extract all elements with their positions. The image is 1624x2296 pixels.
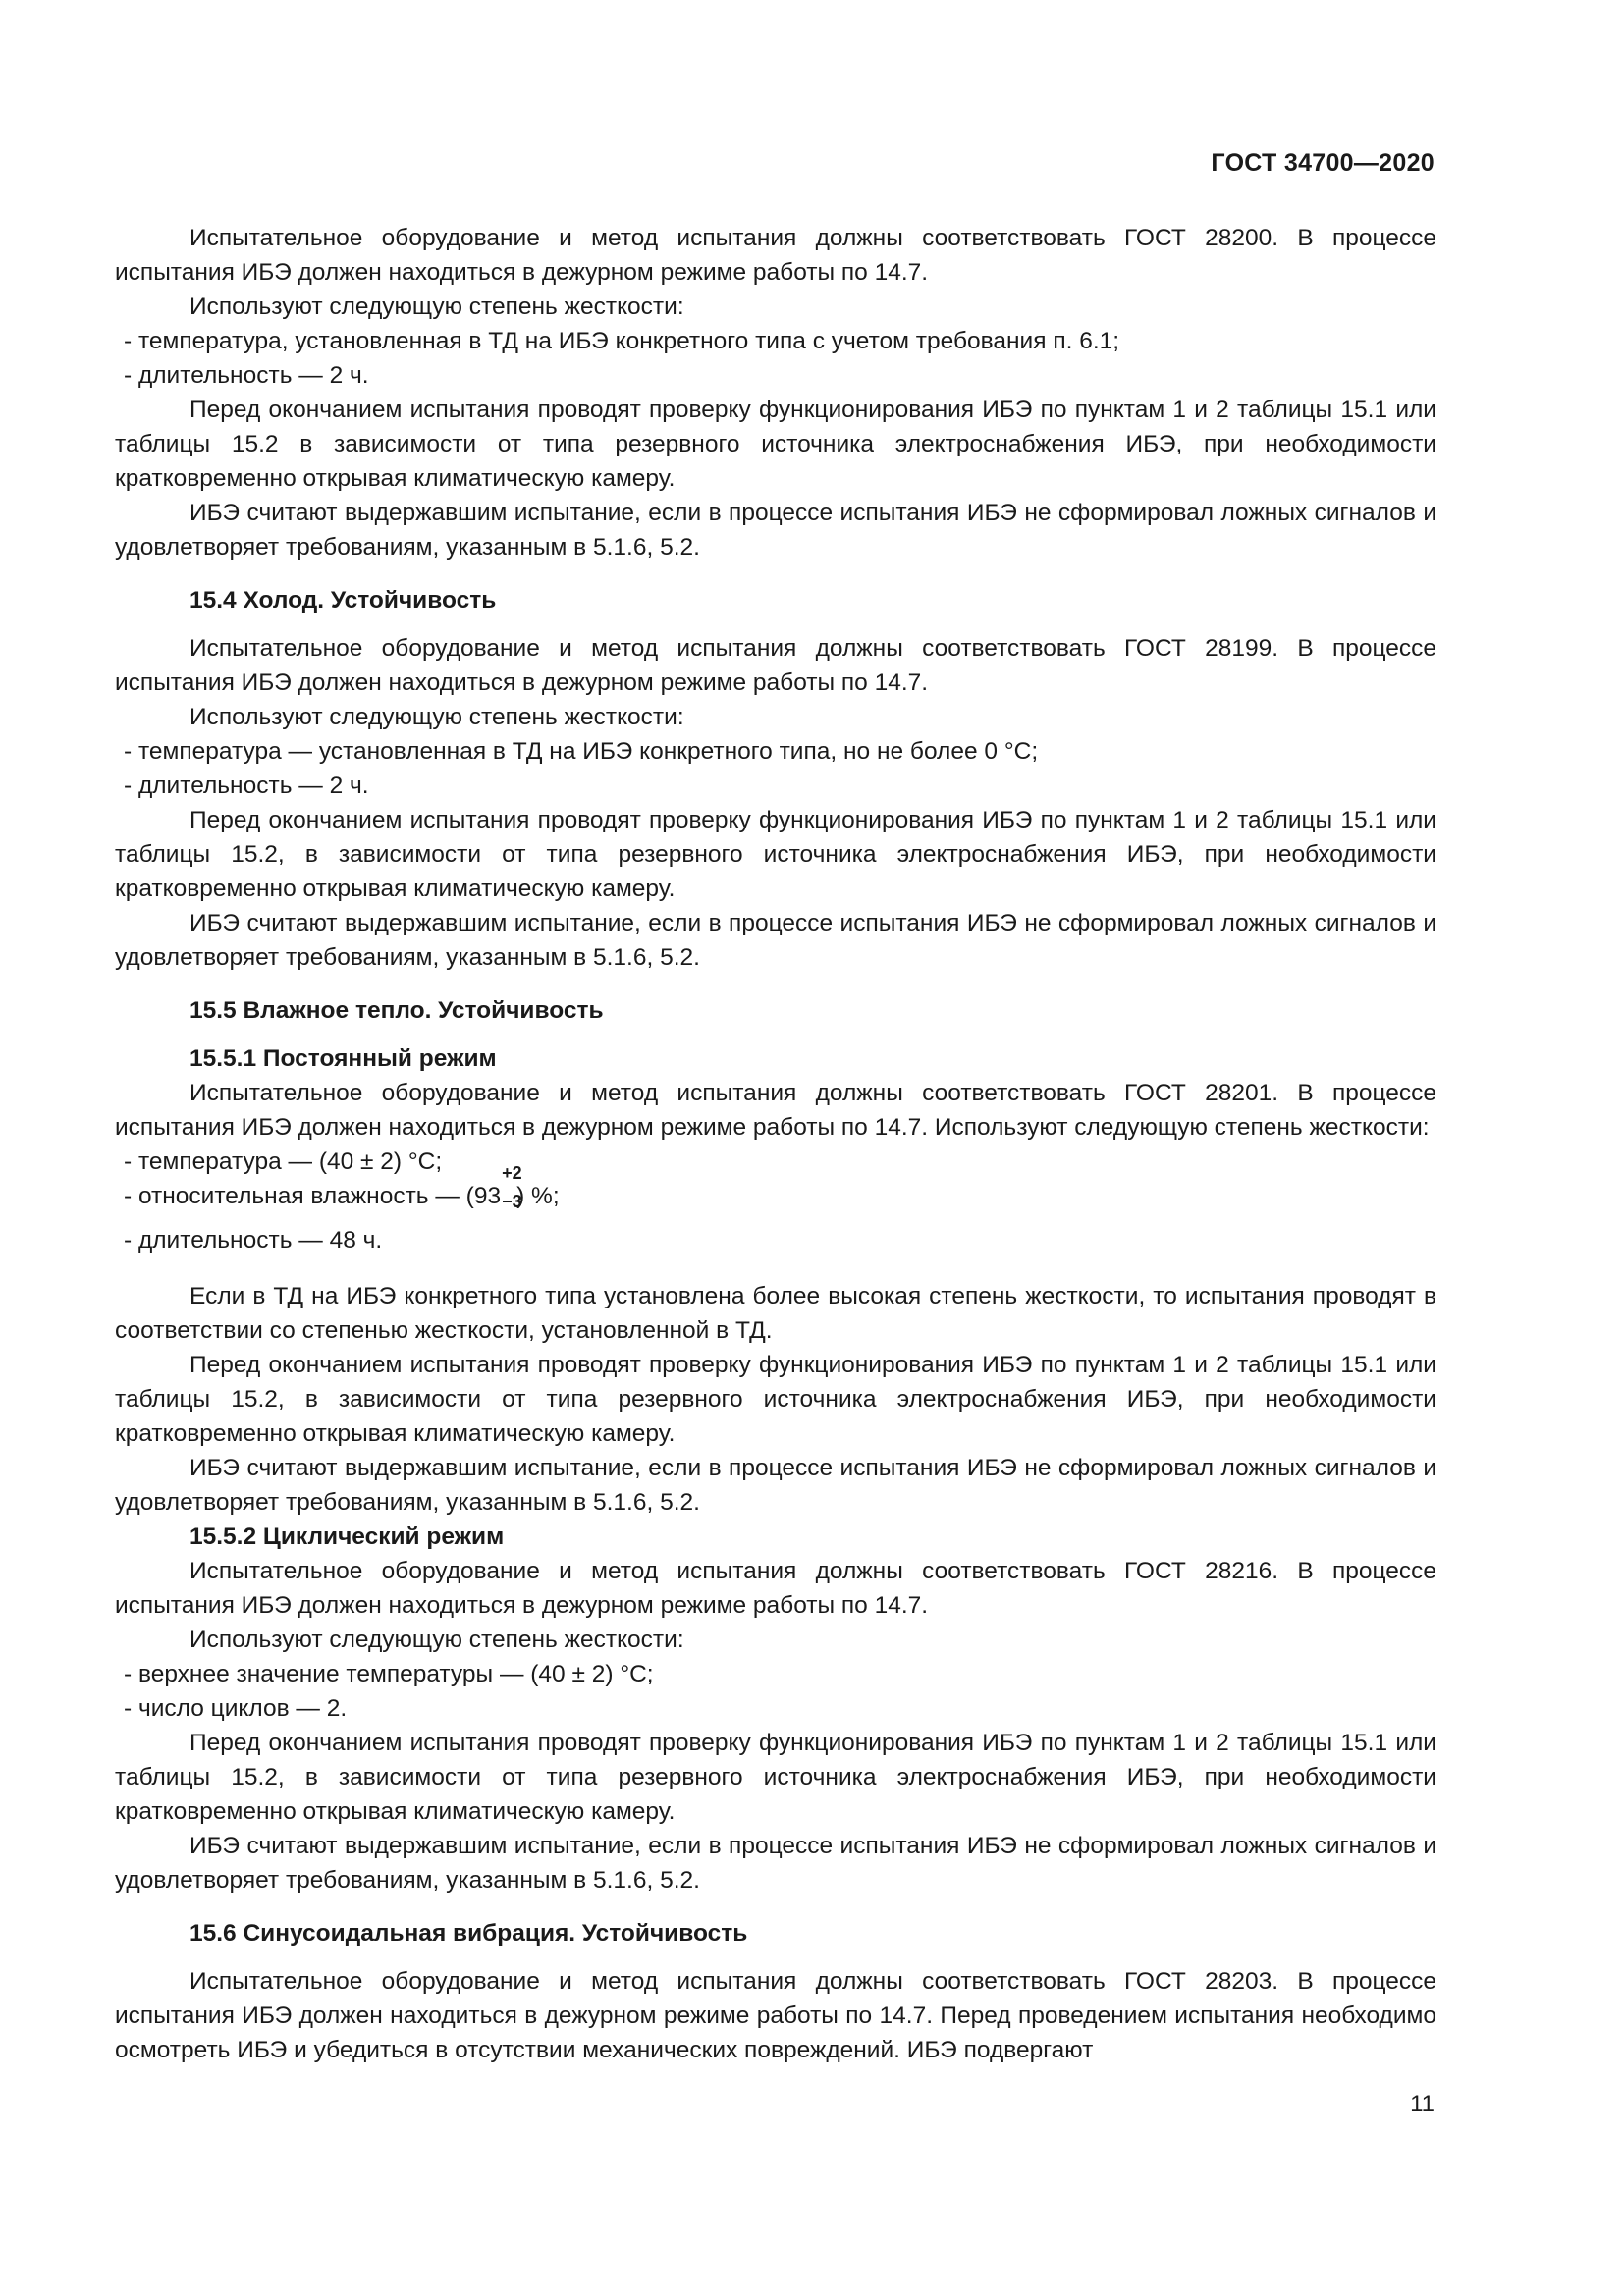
- subsection-heading-15-5-1: 15.5.1 Постоянный режим: [189, 1045, 497, 1072]
- paragraph: Используют следующую степень жесткости:: [189, 294, 684, 320]
- list-item-humidity: [115, 1163, 1436, 1213]
- paragraph: Испытательное оборудование и метод испытания должны соответствовать ГОСТ 28199. В процессе испытания ИБЭ должен находиться в дежурном режиме работы по 14.7.: [115, 635, 1436, 696]
- list-item: - длительность — 2 ч.: [124, 773, 369, 799]
- paragraph: ИБЭ считают выдержавшим испытание, если в процессе испытания ИБЭ не сформировал ложных сигналов и удовлетворяет требованиям, указанным в 5.1.6, 5.2.: [115, 1455, 1436, 1516]
- humidity-text: - относительная влажность — (93: [124, 1183, 502, 1209]
- paragraph: Перед окончанием испытания проводят проверку функционирования ИБЭ по пунктам 1 и 2 таблицы 15.1 или таблицы 15.2 в зависимости от типа резервного источника электроснабжения ИБЭ, при необходимости кратковременно открывая климатическую камеру.: [115, 397, 1436, 492]
- paragraph: Используют следующую степень жесткости:: [189, 704, 684, 730]
- list-item: - температура — установленная в ТД на ИБЭ конкретного типа, но не более 0 °С;: [124, 738, 1039, 765]
- list-item: - температура — (40 ± 2) °С;: [124, 1148, 443, 1175]
- paragraph: Испытательное оборудование и метод испытания должны соответствовать ГОСТ 28203. В процессе испытания ИБЭ должен находиться в дежурном режиме работы по 14.7. Перед проведением испытания необходимо осмотреть ИБЭ и убедиться в отсутствии механических повреждений. ИБЭ подвергают: [115, 1968, 1436, 2063]
- subsection-heading-15-5-2: 15.5.2 Циклический режим: [189, 1523, 505, 1550]
- tolerance: [501, 1163, 522, 1211]
- section-heading-15-5: 15.5 Влажное тепло. Устойчивость: [189, 997, 604, 1024]
- list-item: - длительность — 48 ч.: [124, 1227, 383, 1254]
- tolerance-upper: +2: [502, 1163, 522, 1183]
- paragraph: Перед окончанием испытания проводят проверку функционирования ИБЭ по пунктам 1 и 2 таблицы 15.1 или таблицы 15.2, в зависимости от типа резервного источника электроснабжения ИБЭ, при необходимости кратковременно открывая климатическую камеру.: [115, 1352, 1436, 1447]
- list-item: - температура, установленная в ТД на ИБЭ конкретного типа с учетом требования п. 6.1;: [124, 328, 1120, 354]
- list-item: - длительность — 2 ч.: [124, 362, 369, 389]
- section-heading-15-6: 15.6 Синусоидальная вибрация. Устойчивость: [189, 1920, 748, 1947]
- tolerance-lower: −3: [502, 1192, 522, 1211]
- paragraph: ИБЭ считают выдержавшим испытание, если в процессе испытания ИБЭ не сформировал ложных сигналов и удовлетворяет требованиям, указанным в 5.1.6, 5.2.: [115, 910, 1436, 971]
- paragraph: ИБЭ считают выдержавшим испытание, если в процессе испытания ИБЭ не сформировал ложных сигналов и удовлетворяет требованиям, указанным в 5.1.6, 5.2.: [115, 500, 1436, 561]
- paragraph: ИБЭ считают выдержавшим испытание, если в процессе испытания ИБЭ не сформировал ложных сигналов и удовлетворяет требованиям, указанным в 5.1.6, 5.2.: [115, 1833, 1436, 1894]
- paragraph: Перед окончанием испытания проводят проверку функционирования ИБЭ по пунктам 1 и 2 таблицы 15.1 или таблицы 15.2, в зависимости от типа резервного источника электроснабжения ИБЭ, при необходимости кратковременно открывая климатическую камеру.: [115, 1730, 1436, 1825]
- paragraph: Если в ТД на ИБЭ конкретного типа установлена более высокая степень жесткости, то испытания проводят в соответствии со степенью жесткости, установленной в ТД.: [115, 1283, 1436, 1344]
- list-item: - число циклов — 2.: [124, 1695, 348, 1722]
- paragraph: Испытательное оборудование и метод испытания должны соответствовать ГОСТ 28201. В процессе испытания ИБЭ должен находиться в дежурном режиме работы по 14.7. Используют следующую степень жесткости:: [115, 1080, 1436, 1141]
- paragraph: Используют следующую степень жесткости:: [189, 1627, 684, 1653]
- page-number: 11: [1410, 2091, 1435, 2117]
- document-header: ГОСТ 34700—2020: [1211, 149, 1435, 177]
- paragraph: Испытательное оборудование и метод испытания должны соответствовать ГОСТ 28200. В процессе испытания ИБЭ должен находиться в дежурном режиме работы по 14.7.: [115, 225, 1436, 286]
- list-item: - верхнее значение температуры — (40 ± 2) °С;: [124, 1661, 654, 1687]
- paragraph: Перед окончанием испытания проводят проверку функционирования ИБЭ по пунктам 1 и 2 таблицы 15.1 или таблицы 15.2, в зависимости от типа резервного источника электроснабжения ИБЭ, при необходимости кратковременно открывая климатическую камеру.: [115, 807, 1436, 902]
- humidity-unit: ) %;: [516, 1183, 560, 1209]
- section-heading-15-4: 15.4 Холод. Устойчивость: [189, 587, 497, 614]
- paragraph: Испытательное оборудование и метод испытания должны соответствовать ГОСТ 28216. В процессе испытания ИБЭ должен находиться в дежурном режиме работы по 14.7.: [115, 1558, 1436, 1619]
- document-body: [115, 221, 1436, 2067]
